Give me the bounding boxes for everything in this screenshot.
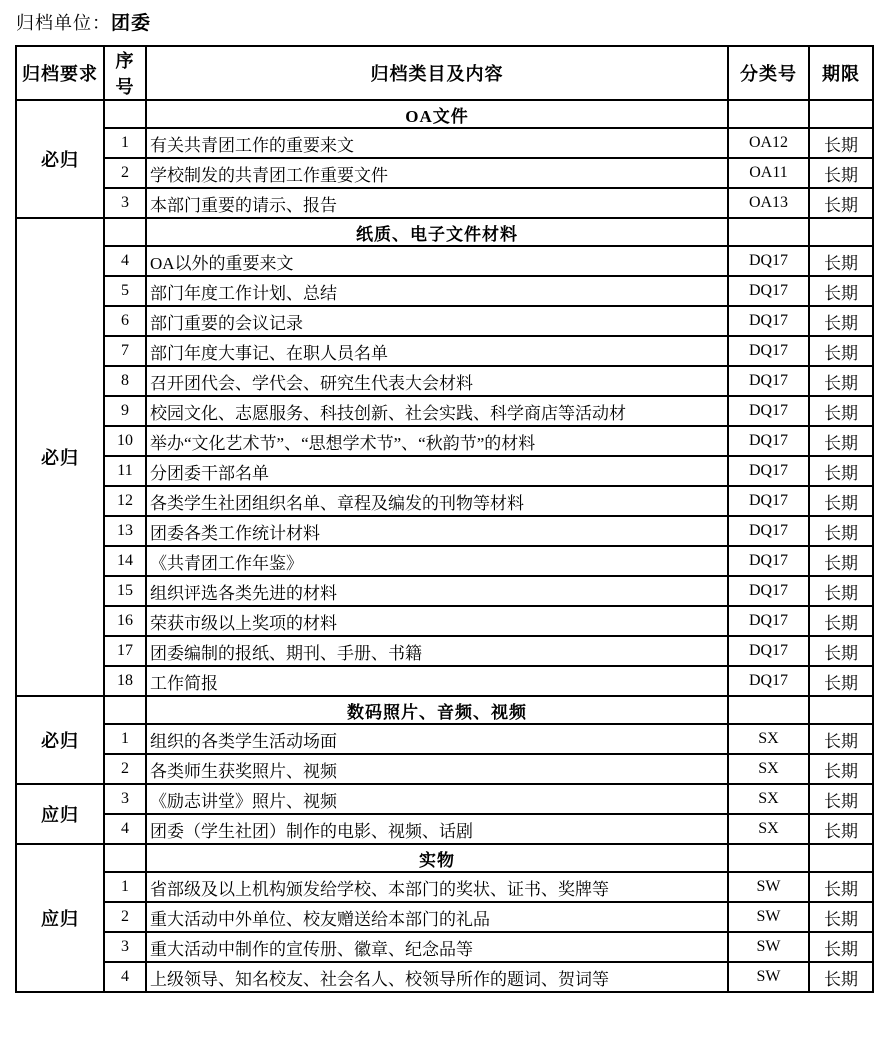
class-no-cell: OA11 [728, 158, 809, 188]
class-no-cell: DQ17 [728, 246, 809, 276]
content-cell: 分团委干部名单 [146, 456, 728, 486]
section-title-cell: 纸质、电子文件材料 [146, 218, 728, 246]
class-no-cell: DQ17 [728, 666, 809, 696]
retention-cell: 长期 [809, 814, 873, 844]
serial-cell: 15 [104, 576, 146, 606]
serial-cell: 10 [104, 426, 146, 456]
table-row [16, 784, 873, 814]
retention-cell: 长期 [809, 606, 873, 636]
retention-cell: 长期 [809, 932, 873, 962]
requirement-cell: 应归 [16, 784, 104, 844]
serial-cell-empty [104, 100, 146, 128]
retention-cell: 长期 [809, 666, 873, 696]
requirement-cell: 必归 [16, 100, 104, 218]
retention-cell: 长期 [809, 516, 873, 546]
content-cell: 上级领导、知名校友、社会名人、校领导所作的题词、贺词等 [146, 962, 728, 992]
requirement-cell: 应归 [16, 844, 104, 992]
table-row [16, 246, 873, 276]
serial-cell: 1 [104, 872, 146, 902]
table-row [16, 754, 873, 784]
table-header-row [16, 46, 873, 100]
serial-cell: 4 [104, 814, 146, 844]
serial-cell: 12 [104, 486, 146, 516]
content-cell: 工作简报 [146, 666, 728, 696]
retention-cell: 长期 [809, 962, 873, 992]
serial-cell: 1 [104, 724, 146, 754]
class-no-cell: SX [728, 784, 809, 814]
section-title-row [16, 100, 873, 128]
table-row [16, 546, 873, 576]
col-header-retention: 期限 [809, 46, 873, 100]
retention-cell: 长期 [809, 188, 873, 218]
class-no-cell: DQ17 [728, 486, 809, 516]
serial-cell: 3 [104, 784, 146, 814]
class-no-cell: SW [728, 932, 809, 962]
retention-cell: 长期 [809, 754, 873, 784]
content-cell: 举办“文化艺术节”、“思想学术节”、“秋韵节”的材料 [146, 426, 728, 456]
class-no-cell: SX [728, 724, 809, 754]
retention-cell: 长期 [809, 872, 873, 902]
table-row [16, 128, 873, 158]
content-cell: 《共青团工作年鉴》 [146, 546, 728, 576]
retention-cell: 长期 [809, 784, 873, 814]
class-no-cell: SW [728, 962, 809, 992]
retention-cell: 长期 [809, 276, 873, 306]
retention-cell: 长期 [809, 246, 873, 276]
class-no-cell: DQ17 [728, 396, 809, 426]
serial-cell: 18 [104, 666, 146, 696]
content-cell: 部门年度工作计划、总结 [146, 276, 728, 306]
table-row [16, 456, 873, 486]
serial-cell: 2 [104, 902, 146, 932]
table-row [16, 962, 873, 992]
content-cell: 《励志讲堂》照片、视频 [146, 784, 728, 814]
content-cell: 省部级及以上机构颁发给学校、本部门的奖状、证书、奖牌等 [146, 872, 728, 902]
content-cell: 团委（学生社团）制作的电影、视频、话剧 [146, 814, 728, 844]
serial-cell: 3 [104, 188, 146, 218]
table-row [16, 576, 873, 606]
table-row [16, 902, 873, 932]
serial-cell: 4 [104, 962, 146, 992]
class-no-cell: OA12 [728, 128, 809, 158]
content-cell: 团委编制的报纸、期刊、手册、书籍 [146, 636, 728, 666]
serial-cell-empty [104, 218, 146, 246]
page-title [0, 0, 887, 36]
retention-cell-empty [809, 844, 873, 872]
col-header-category-content: 归档类目及内容 [146, 46, 728, 100]
class-no-cell: DQ17 [728, 516, 809, 546]
serial-cell: 4 [104, 246, 146, 276]
filing-unit-label: 归档单位： [16, 13, 111, 33]
table-body [16, 100, 873, 992]
content-cell: 荣获市级以上奖项的材料 [146, 606, 728, 636]
class-no-cell: SX [728, 754, 809, 784]
filing-unit-value: 团委 [111, 13, 152, 34]
serial-cell: 11 [104, 456, 146, 486]
content-cell: 本部门重要的请示、报告 [146, 188, 728, 218]
table-row [16, 666, 873, 696]
requirement-cell: 必归 [16, 696, 104, 784]
retention-cell-empty [809, 100, 873, 128]
content-cell: 组织评选各类先进的材料 [146, 576, 728, 606]
retention-cell: 长期 [809, 636, 873, 666]
requirement-cell: 必归 [16, 218, 104, 696]
table-row [16, 872, 873, 902]
class-no-cell: DQ17 [728, 306, 809, 336]
class-no-cell: DQ17 [728, 366, 809, 396]
serial-cell: 13 [104, 516, 146, 546]
table-row [16, 814, 873, 844]
content-cell: 部门重要的会议记录 [146, 306, 728, 336]
table-row [16, 336, 873, 366]
table-row [16, 606, 873, 636]
section-title-cell: 实物 [146, 844, 728, 872]
class-no-cell-empty [728, 218, 809, 246]
class-no-cell: DQ17 [728, 456, 809, 486]
section-title-row [16, 218, 873, 246]
class-no-cell: SX [728, 814, 809, 844]
col-header-requirement: 归档要求 [16, 46, 104, 100]
retention-cell: 长期 [809, 426, 873, 456]
class-no-cell: OA13 [728, 188, 809, 218]
content-cell: 各类学生社团组织名单、章程及编发的刊物等材料 [146, 486, 728, 516]
retention-cell: 长期 [809, 366, 873, 396]
serial-cell: 1 [104, 128, 146, 158]
col-header-serial: 序号 [104, 46, 146, 100]
serial-cell: 17 [104, 636, 146, 666]
serial-cell-empty [104, 844, 146, 872]
table-row [16, 276, 873, 306]
serial-cell: 5 [104, 276, 146, 306]
table-row [16, 636, 873, 666]
content-cell: 校园文化、志愿服务、科技创新、社会实践、科学商店等活动材 [146, 396, 728, 426]
serial-cell: 6 [104, 306, 146, 336]
serial-cell: 9 [104, 396, 146, 426]
table-row [16, 426, 873, 456]
class-no-cell-empty [728, 696, 809, 724]
retention-cell: 长期 [809, 456, 873, 486]
serial-cell: 3 [104, 932, 146, 962]
section-title-cell: 数码照片、音频、视频 [146, 696, 728, 724]
retention-cell: 长期 [809, 306, 873, 336]
serial-cell-empty [104, 696, 146, 724]
retention-cell: 长期 [809, 902, 873, 932]
retention-cell: 长期 [809, 576, 873, 606]
class-no-cell-empty [728, 844, 809, 872]
content-cell: OA以外的重要来文 [146, 246, 728, 276]
class-no-cell-empty [728, 100, 809, 128]
table-row [16, 366, 873, 396]
section-title-row [16, 844, 873, 872]
retention-cell: 长期 [809, 546, 873, 576]
content-cell: 学校制发的共青团工作重要文件 [146, 158, 728, 188]
retention-cell: 长期 [809, 158, 873, 188]
retention-cell: 长期 [809, 724, 873, 754]
section-title-row [16, 696, 873, 724]
class-no-cell: DQ17 [728, 336, 809, 366]
col-header-class-no: 分类号 [728, 46, 809, 100]
content-cell: 重大活动中外单位、校友赠送给本部门的礼品 [146, 902, 728, 932]
serial-cell: 2 [104, 754, 146, 784]
class-no-cell: DQ17 [728, 426, 809, 456]
table-row [16, 516, 873, 546]
class-no-cell: SW [728, 872, 809, 902]
table-row [16, 306, 873, 336]
table-row [16, 188, 873, 218]
table-row [16, 724, 873, 754]
retention-cell-empty [809, 218, 873, 246]
class-no-cell: DQ17 [728, 576, 809, 606]
content-cell: 组织的各类学生活动场面 [146, 724, 728, 754]
content-cell: 团委各类工作统计材料 [146, 516, 728, 546]
retention-cell: 长期 [809, 486, 873, 516]
retention-cell: 长期 [809, 396, 873, 426]
content-cell: 部门年度大事记、在职人员名单 [146, 336, 728, 366]
retention-cell-empty [809, 696, 873, 724]
class-no-cell: SW [728, 902, 809, 932]
serial-cell: 7 [104, 336, 146, 366]
table-row [16, 486, 873, 516]
serial-cell: 16 [104, 606, 146, 636]
class-no-cell: DQ17 [728, 276, 809, 306]
retention-cell: 长期 [809, 336, 873, 366]
section-title-cell: OA文件 [146, 100, 728, 128]
content-cell: 召开团代会、学代会、研究生代表大会材料 [146, 366, 728, 396]
table-row [16, 158, 873, 188]
serial-cell: 14 [104, 546, 146, 576]
table-row [16, 396, 873, 426]
serial-cell: 2 [104, 158, 146, 188]
class-no-cell: DQ17 [728, 636, 809, 666]
archive-table [15, 45, 874, 993]
content-cell: 有关共青团工作的重要来文 [146, 128, 728, 158]
content-cell: 重大活动中制作的宣传册、徽章、纪念品等 [146, 932, 728, 962]
serial-cell: 8 [104, 366, 146, 396]
class-no-cell: DQ17 [728, 546, 809, 576]
content-cell: 各类师生获奖照片、视频 [146, 754, 728, 784]
table-row [16, 932, 873, 962]
class-no-cell: DQ17 [728, 606, 809, 636]
retention-cell: 长期 [809, 128, 873, 158]
